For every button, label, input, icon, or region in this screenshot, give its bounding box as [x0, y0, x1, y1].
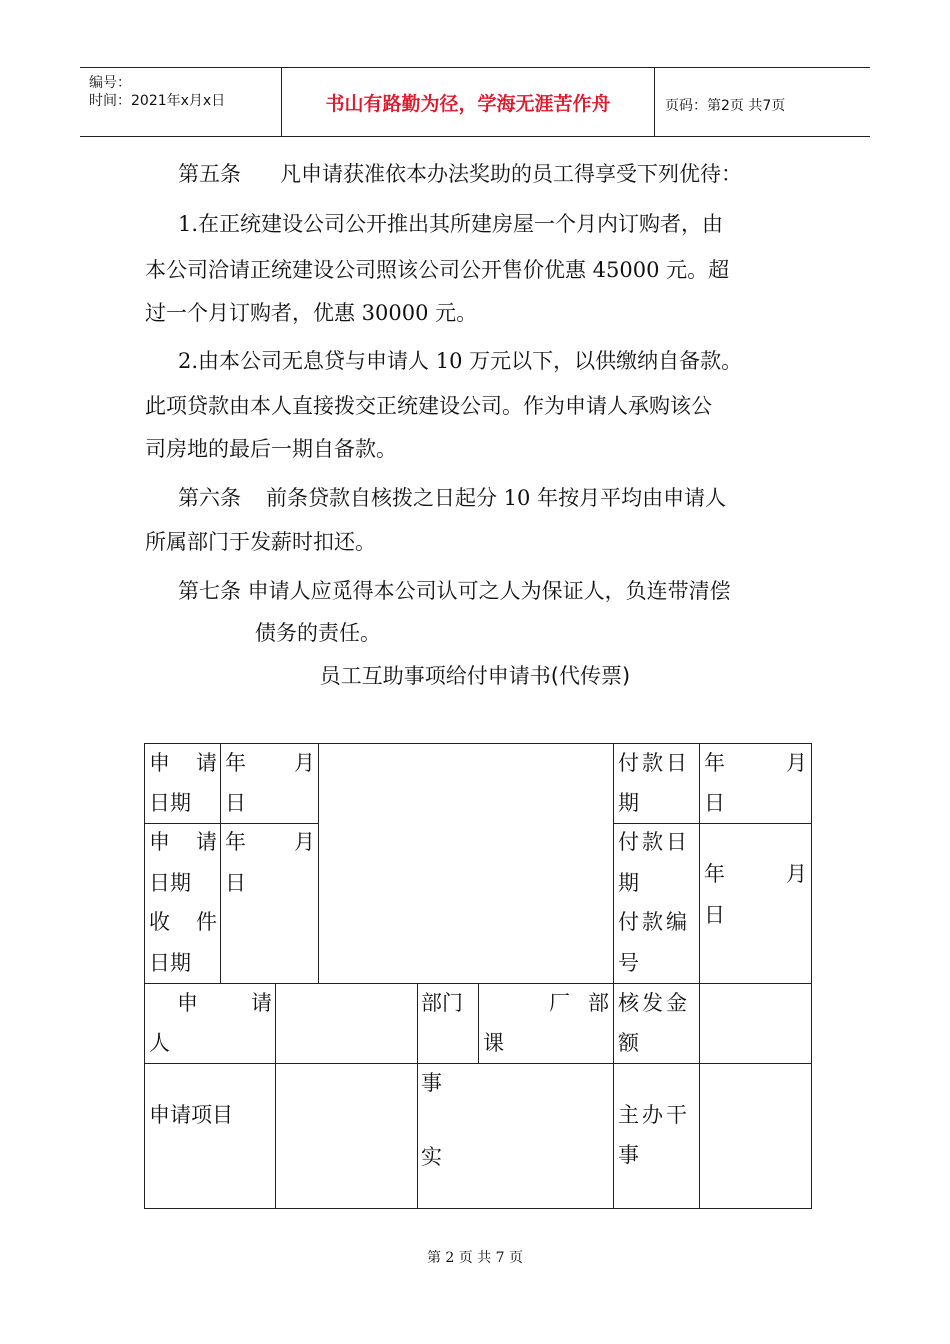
pay2-year: 年 — [704, 862, 725, 886]
pay-date2-label-2: 期 — [618, 871, 639, 895]
header-motto: 书山有路勤为径，学海无涯苦作舟 — [281, 68, 655, 136]
pay-no-label-1: 付款编 — [618, 910, 690, 934]
article-6-line-2: 所属部门于发薪时扣还。 — [145, 530, 376, 554]
fact-label-1: 事 — [421, 1071, 442, 1095]
page-header — [80, 67, 870, 137]
applicant-label-2: 请 — [251, 991, 272, 1015]
applicant-label-3: 人 — [149, 1031, 170, 1055]
apply2-month: 月 — [294, 830, 315, 854]
article-6-line-1: 前条贷款自核拨之日起分 10 年按月平均由申请人 — [266, 486, 727, 510]
number-label: 编号： — [89, 75, 131, 91]
apply-date2-label-2: 请 — [196, 830, 217, 854]
apply-day: 日 — [225, 791, 246, 815]
apply-month: 月 — [294, 751, 315, 775]
time-label: 时间：2021年x月x日 — [89, 93, 226, 109]
article-6-title: 第六条 — [178, 486, 241, 510]
apply2-day: 日 — [225, 871, 246, 895]
cell-applicant-value[interactable] — [275, 983, 418, 1064]
pay-year: 年 — [704, 751, 725, 775]
pay-date-label-2: 期 — [618, 791, 639, 815]
cell-officer-value[interactable] — [699, 1063, 812, 1209]
apply-year: 年 — [225, 751, 246, 775]
item-2-line-1: 2.由本公司无息贷与申请人 10 万元以下，以供缴纳自备款。 — [178, 349, 743, 373]
officer-label-1: 主办干 — [618, 1103, 690, 1127]
course-label: 课 — [483, 1031, 504, 1055]
section-label: 部 — [588, 991, 609, 1015]
article-5-title: 第五条 — [178, 162, 241, 186]
cell-item-label — [144, 1063, 276, 1209]
receive-label-3: 日期 — [149, 951, 191, 975]
page-footer: 第 2 页 共 7 页 — [426, 1250, 524, 1266]
item-1-line-2: 本公司洽请正统建设公司照该公司公开售价优惠 45000 元。超 — [145, 258, 730, 282]
apply-date-label-1: 申 — [149, 751, 170, 775]
amount-label-2: 额 — [618, 1031, 639, 1055]
cell-fact[interactable] — [417, 1063, 614, 1209]
article-7-line-1: 第七条 申请人应觅得本公司认可之人为保证人，负连带清偿 — [178, 579, 731, 603]
pay-day: 日 — [704, 791, 725, 815]
factory-label: 厂 — [549, 991, 570, 1015]
fact-label-2: 实 — [421, 1145, 442, 1169]
application-form-table — [144, 743, 812, 1209]
cell-amount-value[interactable] — [699, 983, 812, 1064]
item-label: 申请项目 — [149, 1103, 233, 1127]
item-1-line-3: 过一个月订购者，优惠 30000 元。 — [145, 301, 478, 325]
applicant-label-1: 申 — [177, 991, 198, 1015]
article-5-text: 凡申请获准依本办法奖助的员工得享受下列优待： — [280, 162, 742, 186]
form-title: 员工互助事项给付申请书(代传票) — [319, 664, 631, 688]
pay-no-label-2: 号 — [618, 951, 639, 975]
receive-label-2: 件 — [196, 910, 217, 934]
item-2-line-3: 司房地的最后一期自备款。 — [145, 437, 397, 461]
article-7-line-2: 债务的责任。 — [255, 621, 381, 645]
apply-date-label-3: 日期 — [149, 791, 191, 815]
apply-date2-label-3: 日期 — [149, 871, 191, 895]
header-meta — [80, 68, 280, 136]
pay2-month: 月 — [786, 862, 807, 886]
pay2-day: 日 — [704, 903, 725, 927]
pay-date-label-1: 付款日 — [618, 751, 690, 775]
cell-item-value[interactable] — [275, 1063, 418, 1209]
item-2-line-2: 此项贷款由本人直接拨交正统建设公司。作为申请人承购该公 — [145, 394, 712, 418]
header-page-info: 页码：第2页 共7页 — [665, 98, 786, 114]
dept-label: 部门 — [421, 991, 463, 1015]
apply-date-label-2: 请 — [196, 751, 217, 775]
pay-month: 月 — [786, 751, 807, 775]
officer-label-2: 事 — [618, 1143, 639, 1167]
apply2-year: 年 — [225, 830, 246, 854]
pay-date2-label-1: 付款日 — [618, 830, 690, 854]
amount-label-1: 核发金 — [618, 991, 690, 1015]
receive-label-1: 收 — [149, 910, 170, 934]
apply-date2-label-1: 申 — [149, 830, 170, 854]
cell-blank-center[interactable] — [318, 743, 614, 984]
cell-officer-label — [613, 1063, 700, 1209]
item-1-line-1: 1.在正统建设公司公开推出其所建房屋一个月内订购者，由 — [178, 212, 724, 236]
